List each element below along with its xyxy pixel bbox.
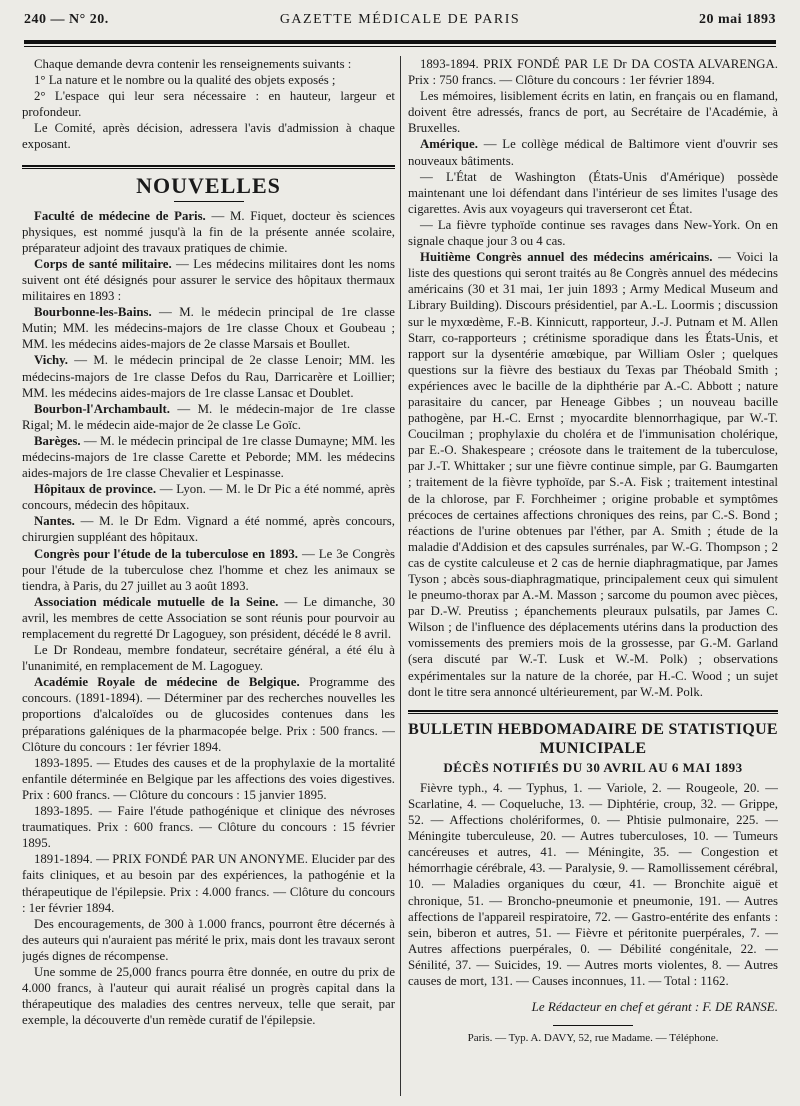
news-paragraph (22, 481, 395, 513)
news-paragraph-title: Bourbonne-les-Bains. (34, 305, 152, 320)
news-paragraph-title: Corps de santé militaire. (34, 256, 172, 271)
news-paragraph-title: Nantes. (34, 514, 75, 529)
bulletin-rule-thin (408, 713, 778, 714)
news-paragraph-text: 1891-1894. — PRIX FONDÉ PAR UN ANONYME. Elucider par des faits cliniques, et au besoin par des expériences, la pathogénie et la thérapeutique de l'épilepsie. Prix : 4.000 francs. — Clôture du concours : 1er février 1894. (22, 852, 395, 915)
left-column (22, 56, 395, 1096)
page-number: 240 — N° 20. (24, 12, 109, 27)
news-paragraph-text: Les mémoires, lisiblement écrits en latin, en français ou en flamand, doivent être adressés, francs de port, au Secrétaire de l'Académie, à Bruxelles. (408, 89, 778, 136)
news-paragraph-text: — M. le Dr Edm. Vignard a été nommé, après concours, chirurgien suppléant des hôpitaux. (22, 514, 395, 545)
news-paragraph (22, 642, 395, 674)
nouvelles-list (22, 208, 395, 1029)
news-paragraph (408, 56, 778, 88)
news-paragraph (22, 851, 395, 915)
column-divider (400, 56, 401, 1096)
news-paragraph-text: — M. le médecin-major de 1re classe Rigal; M. le médecin aide-major de 2e classe Le Goïc. (22, 401, 395, 432)
news-paragraph-text: — Les médecins militaires dont les noms suivent ont été désignés pour assurer le service des hôpitaux thermaux militaires en 1893 : (22, 256, 395, 304)
news-paragraph (22, 433, 395, 481)
news-paragraph-text: 1893-1895. — Etudes des causes et de la prophylaxie de la mortalité enfantile déterminée en Belgique par les affections des voies digestives. Prix : 600 francs. — Clôture du concours : 15 janvier 1895. (22, 755, 395, 802)
news-paragraph-text: Une somme de 25,000 francs pourra être donnée, en outre du prix de 4.000 francs, à l'auteur qui aurait réalisé un progrès capital dans la thérapeutique des maladies des centres nerveux, telle que serait, par exemple, la découverte d'un remède curatif de l'épilepsie. (22, 964, 395, 1028)
news-paragraph (22, 594, 395, 642)
journal-title: GAZETTE MÉDICALE DE PARIS (279, 12, 521, 27)
news-paragraph-title: Congrès pour l'étude de la tuberculose en 1893. (34, 546, 298, 561)
news-paragraph (22, 964, 395, 1028)
news-paragraph-text: — La fièvre typhoïde continue ses ravages dans New-York. On en signale chaque jour 3 ou 4 cas. (408, 217, 778, 249)
page-header (24, 6, 776, 32)
signature-rule (553, 1025, 633, 1026)
bulletin-subheading: DÉCÈS NOTIFIÉS DU 30 AVRIL AU 6 MAI 1893 (443, 759, 743, 775)
news-paragraph (22, 208, 395, 256)
bulletin-statistics: Fièvre typh., 4. — Typhus, 1. — Variole, 2. — Rougeole, 20. — Scarlatine, 4. — Coqueluche, 13. — Diphtérie, croup, 32. — Grippe, 52. — Affections cholériformes, 0. — Phtisie pulmonaire, 225. — Méningite tuberculeuse, 20. — Autres tuberculoses, 10. — Tumeurs cancéreuses et autres, 41. — Méningite, 35. — Congestion et hémorrhagie cérébrale, 43. — Paralysie, 9. — Ramollissement cérébral, 10. — Maladies organiques du cœur, 41. — Bronchite aiguë et chronique, 51. — Broncho-pneumonie et pneumonie, 191. — Autres affections de l'appareil respiratoire, 72. — Gastro-entérite des enfants : sein, biberon et autres, 51. — Fièvre et péritonite puerpérales, 7. — Autres affections puerpérales, 0. — Débilité congénitale, 22. — Sénilité, 37. — Suicides, 19. — Autres morts violentes, 8. — Autres causes de mort, 131. — Causes inconnues, 11. — Total : 1162. (408, 780, 778, 988)
news-paragraph-text: — Le dimanche, 30 avril, les membres de cette Association se sont réunis pour pourvoir au remplacement du regretté Dr Lagoguey, son président, décédé le 8 avril. (22, 594, 395, 641)
news-paragraph (408, 249, 778, 700)
right-news-list (408, 56, 778, 700)
news-paragraph (22, 803, 395, 851)
news-paragraph-text: — Le 3e Congrès pour l'étude de la tuberculose chez l'homme et chez les animaux se tiendra, à Paris, du 27 juillet au 3 août 1893. (22, 546, 395, 593)
issue-date: 20 mai 1893 (698, 12, 776, 27)
news-paragraph (408, 88, 778, 136)
section-rule (22, 165, 395, 167)
news-paragraph (22, 546, 395, 594)
bulletin-heading: BULLETIN HEBDOMADAIRE DE STATISTIQUE MUNICIPALE (408, 720, 778, 757)
news-paragraph-text: Programme des concours. (1891-1894). — Déterminer par des recherches nouvelles les proportions d'alcaloïdes ou de glucosides contenues dans les préparations galéniques de la pharmacopée belge. Prix : 500 francs. — Clôture du concours : 1er février 1894. (22, 675, 395, 754)
intro-line: 1° La nature et le nombre ou la qualité des objets exposés ; (34, 73, 336, 88)
news-paragraph-title: Faculté de médecine de Paris. (34, 208, 206, 223)
news-paragraph (22, 304, 395, 352)
news-paragraph-title: Académie Royale de médecine de Belgique. (34, 675, 300, 690)
news-paragraph-text: — M. Fiquet, docteur ès sciences physiques, est nommé jusqu'à la fin de la présente année scolaire, préparateur adjoint des travaux pratiques de chimie. (22, 208, 395, 255)
printer-imprint: Paris. — Typ. A. DAVY, 52, rue Madame. — Téléphone. (467, 1032, 719, 1045)
news-paragraph (408, 136, 778, 168)
news-paragraph-title: Barèges. (34, 433, 81, 448)
news-paragraph-title: Huitième Congrès annuel des médecins américains. (420, 250, 713, 265)
news-paragraph (22, 916, 395, 964)
news-paragraph-text: — Lyon. — M. le Dr Pic a été nommé, après concours, médecin des hôpitaux. (22, 482, 395, 513)
right-column (408, 56, 778, 1096)
news-paragraph-text: — Voici la liste des questions qui seront traités au 8e Congrès annuel des médecins américains (30 et 31 mai, 1er juin 1893 ; Army Medical Museum and Library Building). Discours présidentiel, par A.-L. Loormis ; discussion sur le myxœdème, F.-B. Kinnicutt, rapporteur, J.-J. Putnam et M. Allen Starr, co-rapporteurs ; crétinisme sporadique dans les États-Unis, et rapport sur la dysentérie amœbique, par William Osler ; quelques questions sur la fièvre des bestiaux du Texas par Théobald Smith ; expériences avec le bacille de la diphthérie par A.-C. Abbott ; nature parasitaire du cancer, par Heneage Gibbes ; un nouveau bacille pathogène, par H.-C. Ernst ; myocardite blennorrhagique, par W.-T. Coucilman ; prophylaxie du choléra et de l'immunisation cholérique, par E.-O. Shakespeare ; créosote dans le traitement de la tuberculose, par J.-T. Whittaker ; sur une fièvre continue simple, par G. Baumgarten ; traitement de la fièvre typhoïde, par S.-A. Fisk ; traitement intestinal de la chlorose, par F. Forchheimer ; origine probable et symptômes précoces de certaines affections chroniques des reins, par C.-S. Bond ; réactions de l'urine obtenues par l'éther, par A. Smith ; étude de la maladie d'Addision et des capsules surrénales, par W.-G. Thompson ; 2 cas de cystite calculeuse et 2 cas de hernie diaphragmatique, par James Tyson ; abcès sous-diaphragmatique, principalement ceux qui simulent le pneumo-thorax par A.-M. Masson ; sarcome du poumon avec pièces, par D.-W. Preutiss ; épanchements pleuraux pulsatils, par James C. Wilson ; de l'influence des déplacements utérins dans la production des vomissements des premiers mois de la grossesse, par G.-M. Garland (sera discuté par W.-T. Lusk et W.-M. Polk) ; observations expérimentales sur la nature de la chorée, par H.-C. Wood ; un sujet dont le titre sera annoncé ultérieurement, par W.-M. Polk. (408, 250, 778, 699)
editor-signature: Le Rédacteur en chef et gérant : F. DE RANSE. (531, 999, 778, 1015)
news-paragraph (408, 217, 778, 249)
intro-line: 2° L'espace qui leur sera nécessaire : en hauteur, largeur et profondeur. (22, 89, 395, 120)
news-paragraph (22, 674, 395, 754)
bulletin-rule (408, 710, 778, 712)
header-rule-thin (24, 46, 776, 47)
news-paragraph-title: Association médicale mutuelle de la Seine. (34, 594, 279, 609)
news-paragraph (408, 169, 778, 217)
news-paragraph-title: Vichy. (34, 353, 69, 368)
news-paragraph-text: Le Dr Rondeau, membre fondateur, secrétaire général, a été élu à l'unanimité, en remplacement de M. Lagoguey. (22, 643, 395, 674)
intro-line: Le Comité, après décision, adressera l'avis d'admission à chaque exposant. (22, 121, 395, 152)
news-paragraph (22, 513, 395, 545)
news-paragraph-text: — L'État de Washington (États-Unis d'Amérique) possède maintenant une loi défendant dans l'intérieur de ses limites l'usage des cigarettes. Avis aux voyageurs qui traverseront cet État. (408, 169, 778, 216)
header-rule (24, 40, 776, 44)
news-paragraph (22, 256, 395, 304)
news-paragraph-text: 1893-1894. PRIX FONDÉ PAR LE Dr DA COSTA ALVARENGA. Prix : 750 francs. — Clôture du concours : 1er février 1894. (408, 57, 778, 88)
nouvelles-heading: NOUVELLES (136, 172, 281, 198)
news-paragraph-text: — Le collège médical de Baltimore vient d'ouvrir ses nouveaux bâtiments. (408, 137, 778, 168)
intro-line: Chaque demande devra contenir les renseignements suivants : (34, 57, 352, 71)
news-paragraph (22, 352, 395, 400)
news-paragraph (22, 401, 395, 433)
news-paragraph-text: Des encouragements, de 300 à 1.000 francs, pourront être décernés à des auteurs qui n'auraient pas mérité le prix, mais dont les travaux seront jugés dignes de récompense. (22, 916, 395, 963)
news-paragraph-text: 1893-1895. — Faire l'étude pathogénique et clinique des névroses traumatiques. Prix : 600 francs. — Clôture du concours : 15 février 1895. (22, 804, 395, 851)
section-rule-thin (22, 168, 395, 169)
news-paragraph-title: Amérique. (420, 137, 478, 152)
news-paragraph-text: — M. le médecin principal de 1re classe Mutin; MM. les médecins-majors de 1re classe Choux et Goubeau ; MM. les médecins aides-majors de 2e classe Marsais et Boullet. (22, 305, 395, 352)
news-paragraph (22, 755, 395, 803)
news-paragraph-title: Bourbon-l'Archambault. (34, 401, 170, 416)
news-paragraph-title: Hôpitaux de province. (34, 482, 157, 497)
news-paragraph-text: — M. le médecin principal de 1re classe Dumayne; MM. les médecins-majors de 1re classe Carette et Peborde; MM. les médecins aides-majors de 1re classe Chevalier et Lespinasse. (22, 433, 395, 481)
heading-underline (174, 201, 244, 202)
news-paragraph-text: — M. le médecin principal de 2e classe Lenoir; MM. les médecins-majors de 1re classe Defos du Rau, Darricarère et Loillier; MM. les médecins aides-majors de 1re classe Lansac et Doublet. (22, 353, 395, 400)
